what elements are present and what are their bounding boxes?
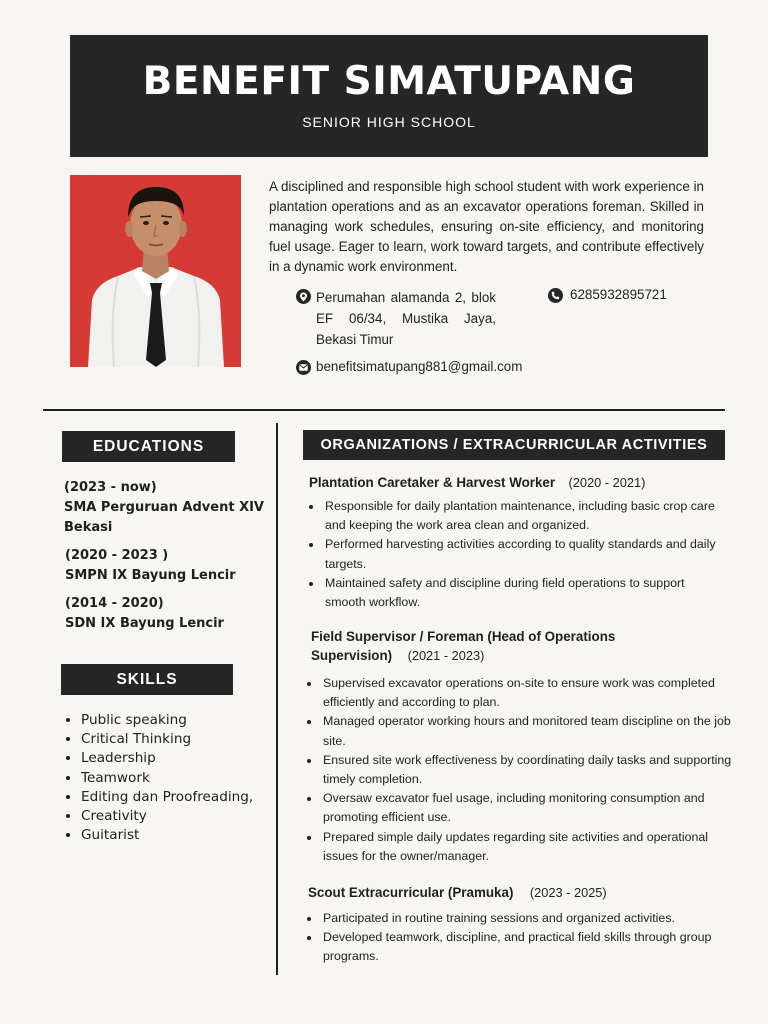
skill-item: • Leadership xyxy=(81,749,253,768)
skill-item: • Teamwork xyxy=(81,769,253,788)
duty-item: • Prepared simple daily updates regarding site activities and operational issues for the owner/manager. xyxy=(321,828,733,866)
candidate-name: BENEFIT SIMATUPANG xyxy=(142,59,636,104)
organization-period: (2020 - 2021) xyxy=(568,475,646,490)
educations-heading: EDUCATIONS xyxy=(62,431,235,462)
education-item xyxy=(65,546,265,586)
address-text: Perumahan alamanda 2, blok EF 06/34, Mustika Jaya, Bekasi Timur xyxy=(316,290,496,347)
duty-item: • Managed operator working hours and monitored team discipline on the job site. xyxy=(321,712,733,750)
horizontal-divider xyxy=(43,409,725,411)
skill-item: • Guitarist xyxy=(81,826,253,845)
organization-duties xyxy=(307,909,733,967)
duty-item: • Oversaw excavator fuel usage, including monitoring consumption and promoting efficient use. xyxy=(321,789,733,827)
education-period: (2020 - 2023 ) xyxy=(65,548,169,563)
skill-item: • Creativity xyxy=(81,807,253,826)
profile-photo xyxy=(70,175,241,367)
duty-item: • Responsible for daily plantation maintenance, including basic crop care and keeping the work area clean and organized. xyxy=(323,497,719,535)
phone-icon xyxy=(548,288,563,303)
organization-entry xyxy=(308,883,720,902)
education-item xyxy=(64,478,264,538)
duty-item: • Ensured site work effectiveness by coordinating daily tasks and supporting timely completion. xyxy=(321,751,733,789)
profile-summary: A disciplined and responsible high school student with work experience in plantation operations and as an excavator operations foreman. Skilled in managing work schedules, ensuring on-site efficiency, and monitoring fuel usage. Eager to learn, work toward targets, and contribute effectively in a dynamic work environment. xyxy=(269,179,704,274)
education-period: (2014 - 2020) xyxy=(65,596,164,611)
duty-item: • Supervised excavator operations on-site to ensure work was completed efficiently and according to plan. xyxy=(321,674,733,712)
organization-period: (2023 - 2025) xyxy=(529,885,607,900)
skill-item: • Editing dan Proofreading, xyxy=(81,788,253,807)
vertical-divider xyxy=(276,423,278,975)
organization-duties xyxy=(307,674,733,866)
organization-entry xyxy=(309,473,719,612)
organization-entry xyxy=(311,627,721,665)
education-school: SDN IX Bayung Lencir xyxy=(65,616,224,631)
candidate-subtitle: SENIOR HIGH SCHOOL xyxy=(302,114,476,130)
organization-duties xyxy=(309,497,719,612)
skill-item: • Critical Thinking xyxy=(81,730,253,749)
organization-title: Plantation Caretaker & Harvest Worker xyxy=(309,475,556,490)
skill-item: • Public speaking xyxy=(81,711,253,730)
duty-item: • Performed harvesting activities according to quality standards and daily targets. xyxy=(323,535,719,573)
organizations-heading: ORGANIZATIONS / EXTRACURRICULAR ACTIVITIES xyxy=(303,430,725,460)
location-pin-icon xyxy=(296,289,311,304)
mail-icon xyxy=(296,360,311,375)
skills-list xyxy=(62,711,253,845)
skills-heading: SKILLS xyxy=(61,664,233,695)
education-school: SMA Perguruan Advent XIV Bekasi xyxy=(64,500,264,535)
education-item xyxy=(65,594,265,634)
organization-period: (2021 - 2023) xyxy=(407,648,485,663)
name-header xyxy=(70,35,708,157)
organization-title-continued: Supervision) xyxy=(311,648,393,663)
education-school: SMPN IX Bayung Lencir xyxy=(65,568,236,583)
phone-number: 6285932895721 xyxy=(570,287,667,302)
duty-item: • Participated in routine training sessions and organized activities. xyxy=(321,909,733,928)
email-address[interactable]: benefitsimatupang881@gmail.com xyxy=(316,359,523,374)
education-period: (2023 - now) xyxy=(64,480,157,495)
organization-title: Scout Extracurricular (Pramuka) xyxy=(308,885,514,900)
duty-item: • Developed teamwork, discipline, and practical field skills through group programs. xyxy=(321,928,733,966)
organization-title: Field Supervisor / Foreman (Head of Operations xyxy=(311,629,616,644)
duty-item: • Maintained safety and discipline during field operations to support smooth workflow. xyxy=(323,574,719,612)
